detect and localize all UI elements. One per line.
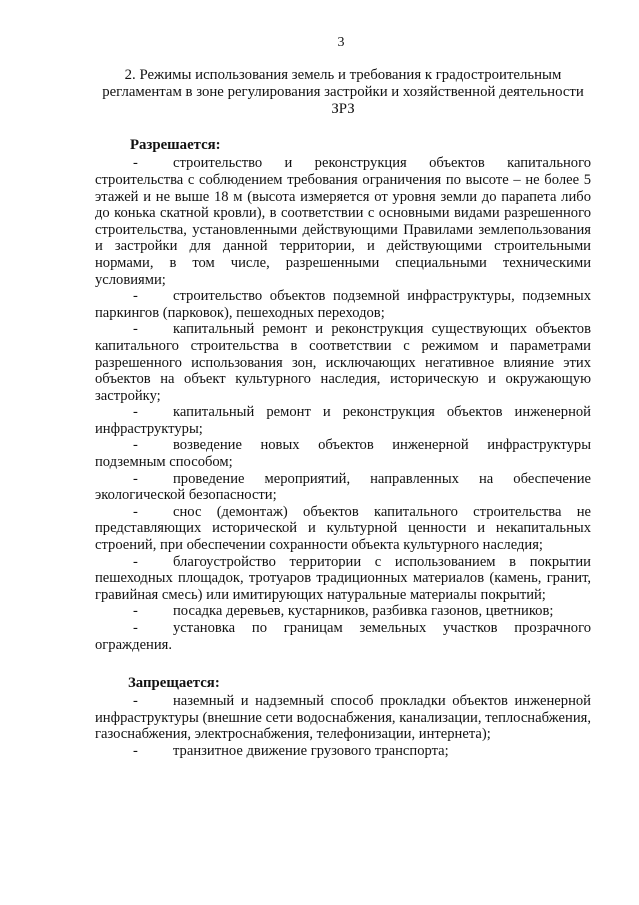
section-heading bbox=[95, 67, 591, 117]
list-item: - капитальный ремонт и реконструкция существующих объектов капитального строительства в соответствии с режимом и параметрами разрешенного использования зон, исключающих негативное влияние этих объектов на объект культурного наследия, историческую и окружающую застройку; bbox=[95, 321, 591, 404]
bullet-dash: - bbox=[133, 603, 138, 620]
allowed-title: Разрешается: bbox=[130, 137, 221, 154]
list-item: - капитальный ремонт и реконструкция объектов инженерной инфраструктуры; bbox=[95, 404, 591, 437]
page-number: 3 bbox=[337, 35, 345, 50]
bullet-dash: - bbox=[133, 470, 138, 487]
bullet-dash: - bbox=[133, 155, 138, 172]
list-item: - благоустройство территории с использованием в покрытии пешеходных площадок, тротуаров традиционных материалов (камень, гранит, гравийная смесь) или имитирующих натуральные материалы покрытий; bbox=[95, 553, 591, 603]
list-item: - посадка деревьев, кустарников, разбивка газонов, цветников; bbox=[133, 603, 554, 620]
heading-line-2: регламентам в зоне регулирования застройки и хозяйственной деятельности bbox=[102, 83, 584, 100]
allowed-list bbox=[95, 155, 591, 653]
list-item: - установка по границам земельных участков прозрачного ограждения. bbox=[95, 620, 591, 653]
list-item: - транзитное движение грузового транспорта; bbox=[133, 742, 449, 759]
heading-line-1: 2. Режимы использования земель и требования к градостроительным bbox=[124, 67, 562, 83]
list-item: - наземный и надземный способ прокладки объектов инженерной инфраструктуры (внешние сети водоснабжения, канализации, теплоснабжения, газоснабжения, электроснабжения, телефонизации, интернета); bbox=[95, 693, 591, 743]
bullet-dash: - bbox=[133, 437, 138, 454]
bullet-dash: - bbox=[133, 693, 138, 710]
bullet-dash: - bbox=[133, 742, 138, 759]
forbidden-list bbox=[95, 693, 591, 759]
list-item: - возведение новых объектов инженерной инфраструктуры подземным способом; bbox=[95, 437, 591, 471]
list-item: - строительство объектов подземной инфраструктуры, подземных паркингов (парковок), пешеходных переходов; bbox=[95, 288, 591, 321]
bullet-dash: - bbox=[133, 288, 138, 305]
bullet-dash: - bbox=[133, 321, 138, 338]
list-item: - проведение мероприятий, направленных на обеспечение экологической безопасности; bbox=[95, 470, 591, 504]
list-item: - снос (демонтаж) объектов капитального строительства не представляющих исторической и культурной ценности и некапитальных строений, при обеспечении сохранности объекта культурного наследия; bbox=[95, 503, 591, 554]
bullet-dash: - bbox=[133, 620, 138, 637]
heading-line-3: ЗРЗ bbox=[331, 100, 355, 117]
list-item: - строительство и реконструкция объектов капитального строительства с соблюдением требования ограничения по высоте – не более 5 этажей и не выше 18 м (высота измеряется от уровня земли до парапета либо до конька скатной кровли), в соответствии с основными видами разрешенного строительства, установленными действующими Правилами землепользования и застройки для данной территории, и действующими строительными нормами, в том числе, разрешенными специальными техническими условиями; bbox=[95, 155, 591, 288]
forbidden-title: Запрещается: bbox=[128, 675, 220, 692]
bullet-dash: - bbox=[133, 404, 138, 421]
bullet-dash: - bbox=[133, 553, 138, 570]
bullet-dash: - bbox=[133, 503, 138, 520]
